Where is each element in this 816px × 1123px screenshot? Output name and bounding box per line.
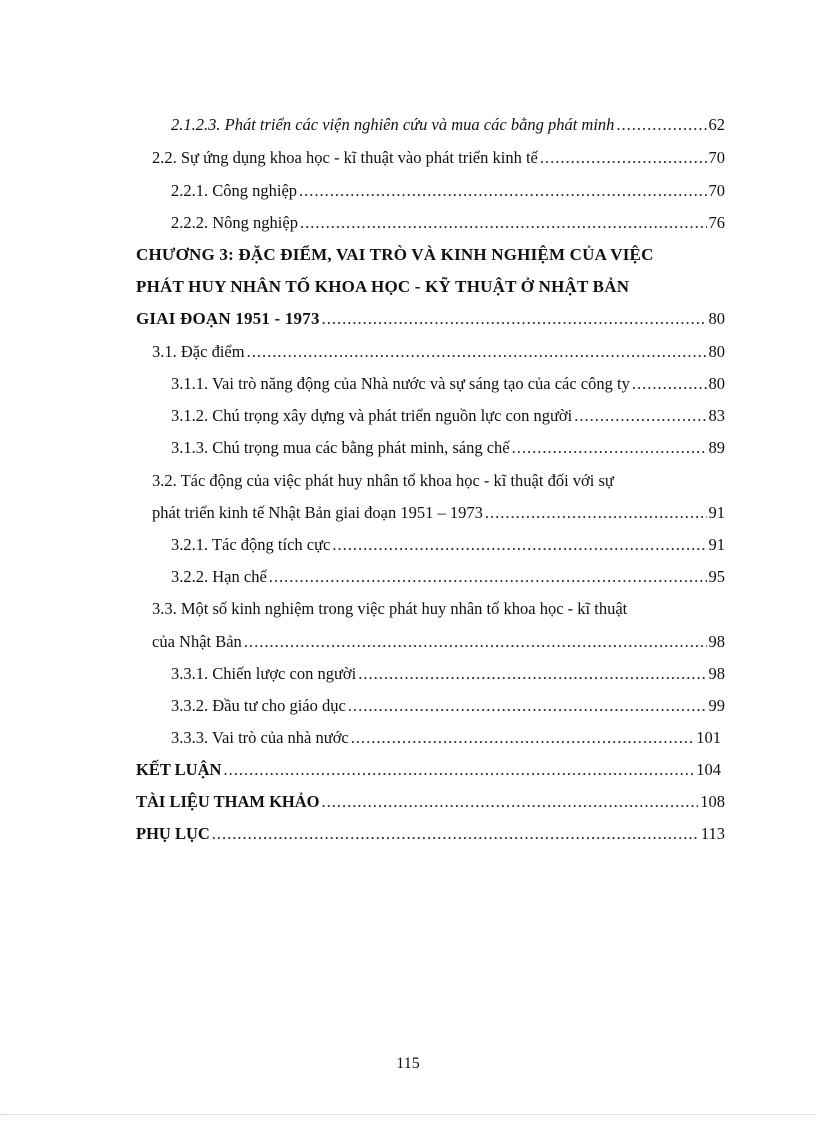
toc-entry[interactable]: [152, 502, 725, 524]
dot-leader: [574, 405, 706, 427]
toc-entry-chapter[interactable]: [136, 308, 725, 330]
toc-entry-page: 95: [708, 567, 725, 586]
dot-leader: [247, 341, 707, 363]
toc-entry-title: 2.1.2.3. Phát triển các viện nghiên cứu và mua các bằng phát minh: [171, 115, 615, 134]
toc-entry-page: 98: [708, 664, 725, 683]
toc-entry[interactable]: [171, 212, 725, 234]
toc-entry-page: 62: [708, 115, 725, 134]
toc-entry-page: 89: [708, 438, 725, 457]
toc-entry-title: PHỤ LỤC: [136, 824, 210, 843]
toc-entry-conclusion[interactable]: [136, 759, 721, 781]
page-number: 115: [396, 1055, 420, 1072]
toc-entry[interactable]: [171, 727, 721, 749]
toc-entry-page: 99: [708, 696, 725, 715]
toc-entry-page: 70: [708, 181, 725, 200]
dot-leader: [616, 114, 706, 136]
toc-entry-title: 3.1.2. Chú trọng xây dựng và phát triển nguồn lực con người: [171, 406, 573, 425]
dot-leader: [299, 180, 706, 202]
dot-leader: [632, 373, 707, 395]
toc-entry[interactable]: [171, 405, 725, 427]
toc-entry-appendix[interactable]: [136, 823, 725, 845]
toc-entry-page: 80: [708, 374, 725, 393]
toc-entry[interactable]: [171, 695, 725, 717]
toc-entry[interactable]: [152, 341, 725, 363]
toc-entry-page: 83: [708, 406, 725, 425]
toc-entry-title: TÀI LIỆU THAM KHẢO: [136, 792, 320, 811]
dot-leader: [485, 502, 707, 524]
toc-entry-page: 70: [708, 148, 725, 167]
toc-entry[interactable]: [171, 566, 725, 588]
toc-entry-title: 2.2.2. Nông nghiệp: [171, 213, 298, 232]
page-bottom-edge: [0, 1114, 816, 1115]
chapter-heading-line: CHƯƠNG 3: ĐẶC ĐIỂM, VAI TRÒ VÀ KINH NGHIỆM CỦA VIỆC: [136, 245, 654, 264]
dot-leader: [332, 534, 706, 556]
dot-leader: [244, 631, 707, 653]
dot-leader: [540, 147, 707, 169]
toc-entry-title: GIAI ĐOẠN 1951 - 1973: [136, 309, 320, 328]
toc-entry-page: 98: [708, 632, 725, 651]
toc-entry-title: 2.2.1. Công nghiệp: [171, 181, 298, 200]
toc-entry-title: 2.2. Sự ứng dụng khoa học - kĩ thuật vào phát triển kinh tế: [152, 148, 538, 167]
dot-leader: [300, 212, 707, 234]
toc-entry-title: 3.3.3. Vai trò của nhà nước: [171, 728, 349, 747]
toc-entry-page: 80: [708, 309, 725, 328]
toc-entry-page: 91: [708, 535, 725, 554]
toc-entry[interactable]: [171, 437, 725, 459]
toc-entry-page: 108: [700, 792, 725, 811]
toc-entry[interactable]: [171, 373, 725, 395]
dot-leader: [212, 823, 699, 845]
toc-entry-title: của Nhật Bản: [152, 632, 242, 651]
toc-entry[interactable]: [171, 534, 725, 556]
toc-entry-title: phát triển kinh tế Nhật Bản giai đoạn 1951 – 1973: [152, 503, 483, 522]
toc-entry-line: 3.2. Tác động của việc phát huy nhân tố khoa học - kĩ thuật đối với sự: [152, 471, 614, 490]
toc-entry-page: 104: [696, 760, 721, 779]
dot-leader: [358, 663, 706, 685]
chapter-heading-line: PHÁT HUY NHÂN TỐ KHOA HỌC - KỸ THUẬT Ở NHẬT BẢN: [136, 277, 630, 296]
toc-entry-title: 3.2.2. Hạn chế: [171, 567, 267, 586]
toc-entry[interactable]: [152, 147, 725, 169]
toc-entry-title: 3.2.1. Tác động tích cực: [171, 535, 331, 554]
dot-leader: [322, 308, 707, 330]
toc-entry[interactable]: [171, 180, 725, 202]
toc-entry-references[interactable]: [136, 791, 725, 813]
toc-entry-page: 113: [700, 824, 725, 843]
toc-entry-title: 3.3.1. Chiến lược con người: [171, 664, 357, 683]
toc-entry[interactable]: [171, 114, 725, 136]
toc-entry-title: 3.1.3. Chú trọng mua các bằng phát minh, sáng chế: [171, 438, 510, 457]
toc-entry-line: 3.3. Một số kinh nghiệm trong việc phát huy nhân tố khoa học - kĩ thuật: [152, 599, 628, 618]
toc-entry-title: 3.3.2. Đầu tư cho giáo dục: [171, 696, 346, 715]
dot-leader: [322, 791, 699, 813]
toc-entry-title: KẾT LUẬN: [136, 760, 222, 779]
toc-entry[interactable]: [171, 663, 725, 685]
dot-leader: [351, 727, 695, 749]
toc-entry[interactable]: [152, 631, 725, 653]
toc-entry-page: 91: [708, 503, 725, 522]
dot-leader: [348, 695, 707, 717]
dot-leader: [269, 566, 707, 588]
toc-entry-page: 76: [708, 213, 725, 232]
toc-entry-page: 80: [708, 342, 725, 361]
toc-entry-page: 101: [696, 728, 721, 747]
dot-leader: [223, 759, 694, 781]
toc-entry-title: 3.1.1. Vai trò năng động của Nhà nước và sự sáng tạo của các công ty: [171, 374, 630, 393]
toc-entry-title: 3.1. Đặc điểm: [152, 342, 245, 361]
dot-leader: [512, 437, 707, 459]
